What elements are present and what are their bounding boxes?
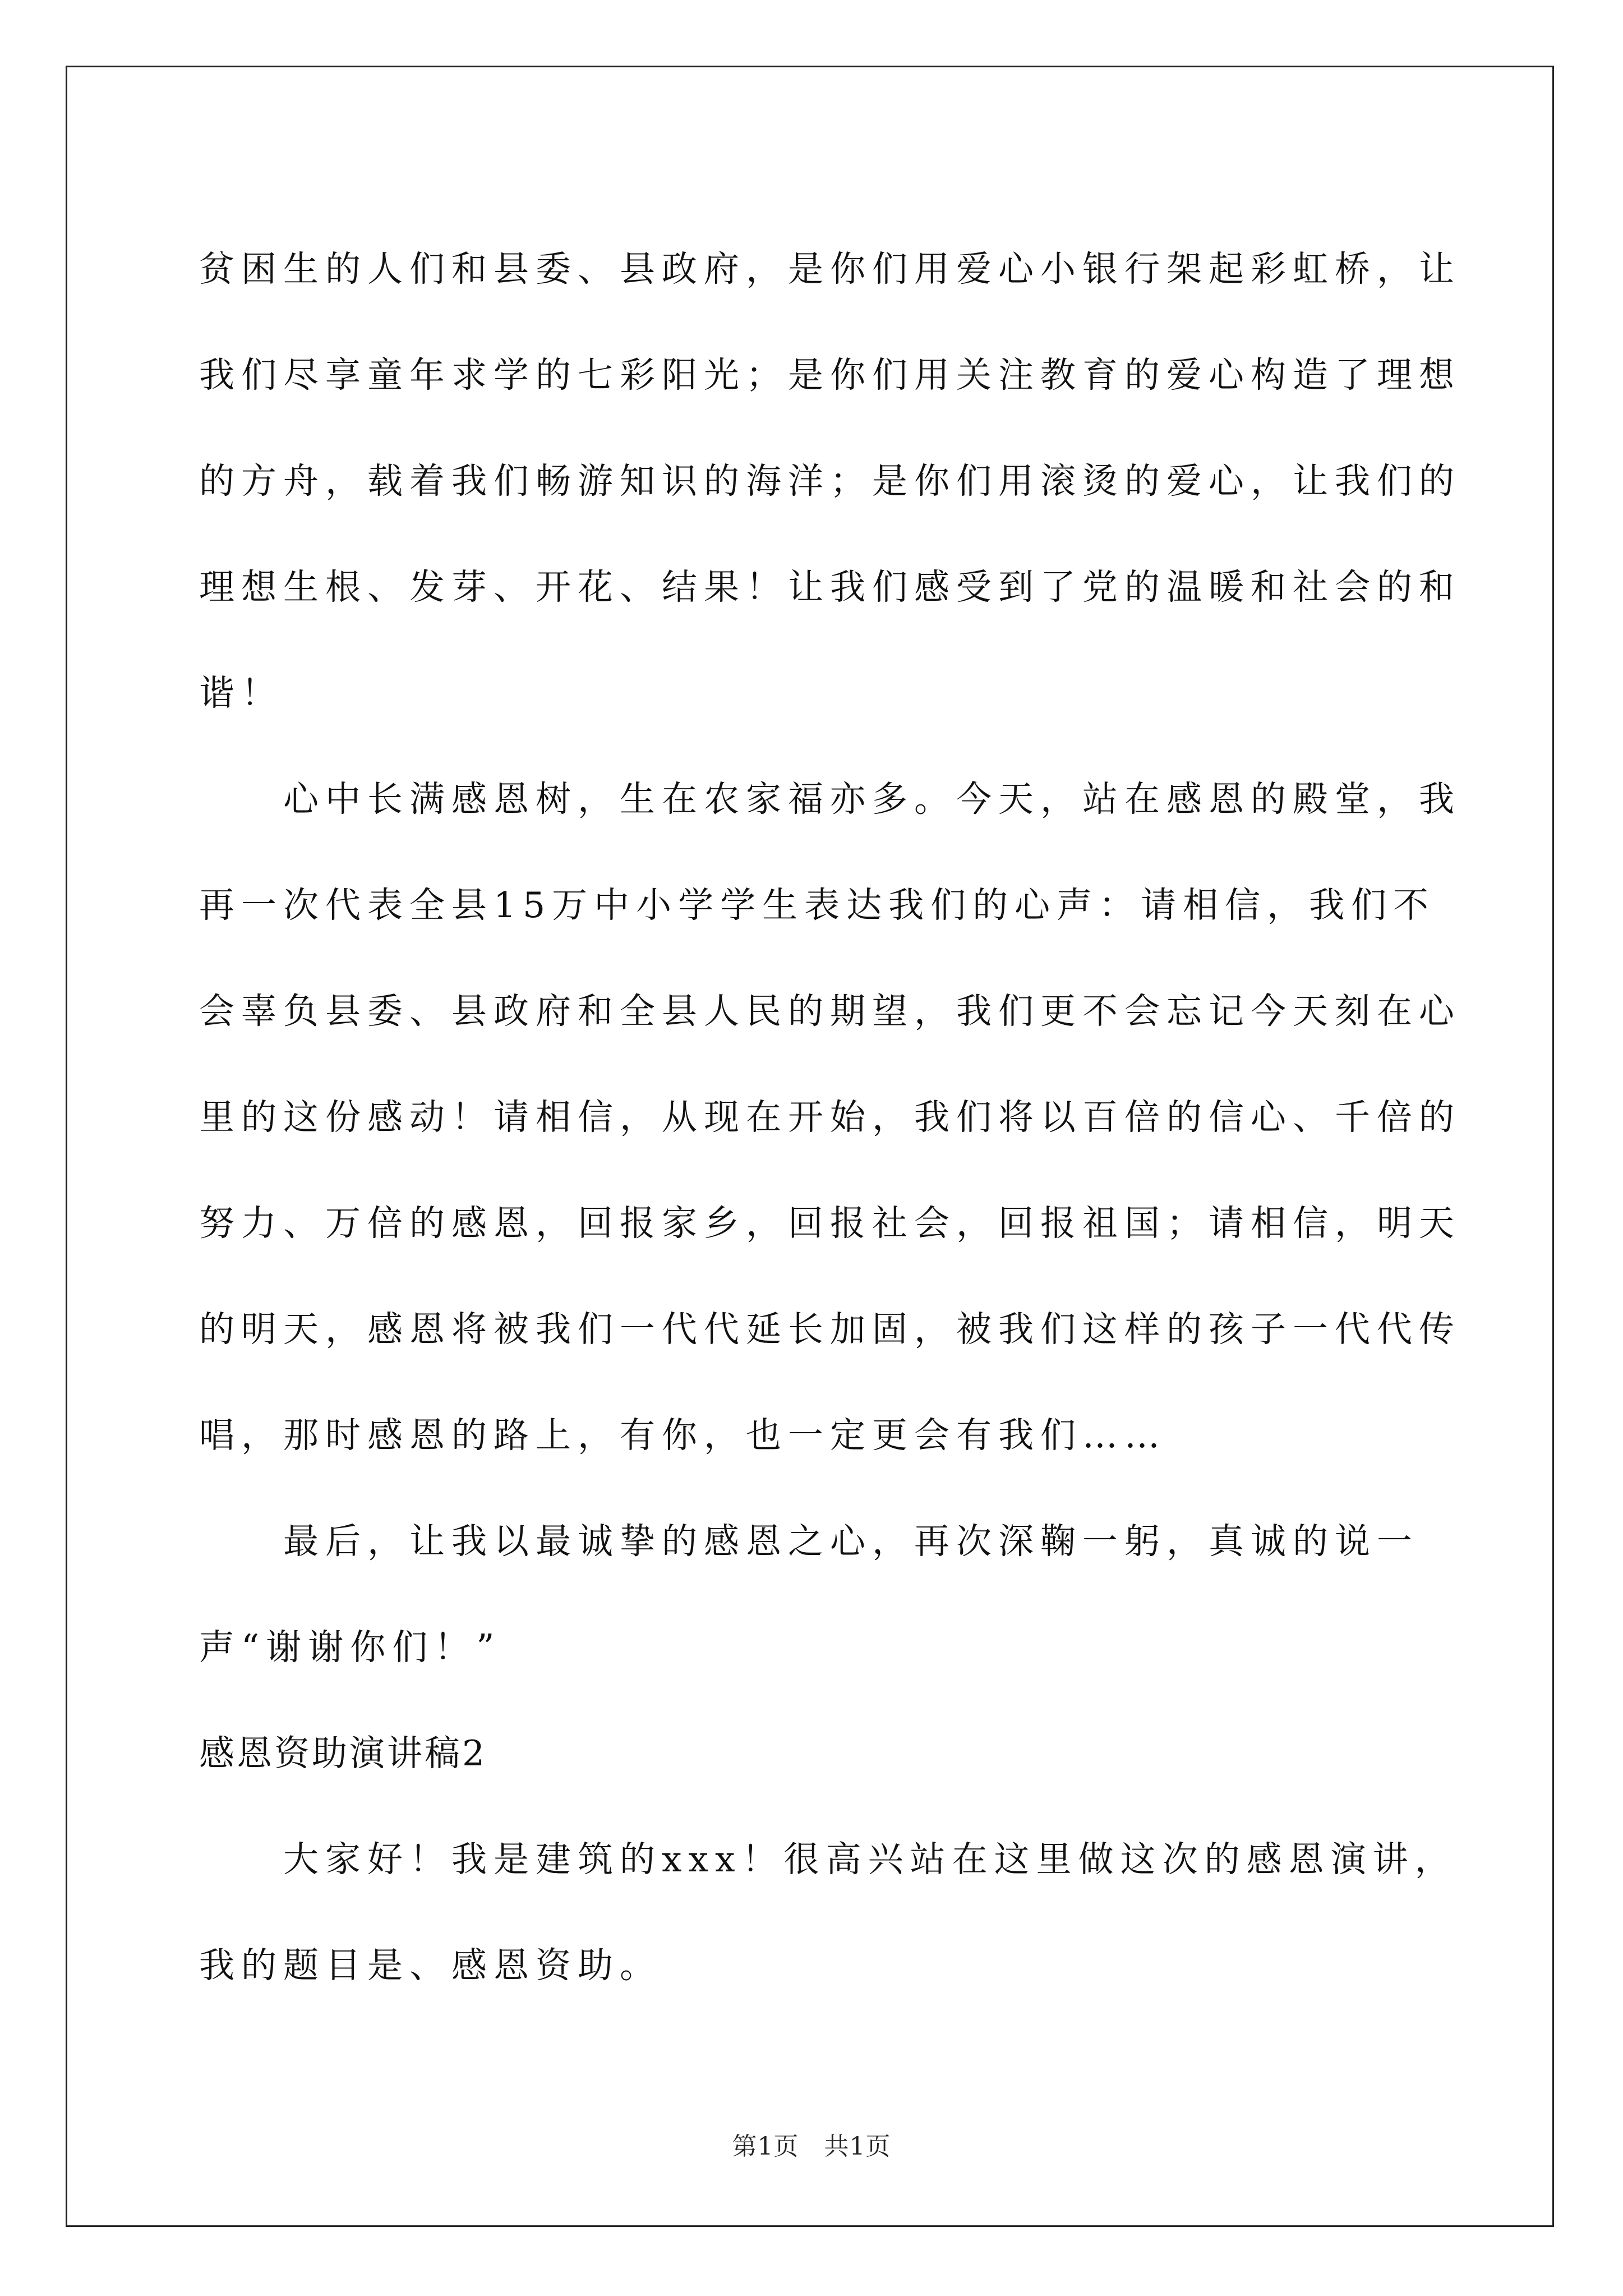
document-body bbox=[199, 216, 1472, 2018]
section-title: 感恩资助演讲稿2 bbox=[199, 1733, 487, 1774]
paragraph-1: 贫困生的人们和县委、县政府，是你们用爱心小银行架起彩虹桥，让我们尽享童年求学的七彩阳光；是你们用关注教育的爱心构造了理想的方舟，载着我们畅游知识的海洋；是你们用滚烫的爱心，让我们的理想生根、发芽、开花、结果！让我们感受到了党的温暖和社会的和谐！ bbox=[199, 249, 1461, 714]
paragraph-4: 大家好！我是建筑的xxx！很高兴站在这里做这次的感恩演讲，我的题目是、感恩资助。 bbox=[199, 1839, 1457, 1986]
page-number-footer: 第1页 共1页 bbox=[732, 2132, 891, 2161]
paragraph-2: 心中长满感恩树，生在农家福亦多。今天，站在感恩的殿堂，我再一次代表全县15万中小学学生表达我们的心声：请相信，我们不会辜负县委、县政府和全县人民的期望，我们更不会忘记今天刻在心里的这份感动！请相信，从现在开始，我们将以百倍的信心、千倍的努力、万倍的感恩，回报家乡，回报社会，回报祖国；请相信，明天的明天，感恩将被我们一代代延长加固，被我们这样的孩子一代代传唱，那时感恩的路上，有你，也一定更会有我们…… bbox=[199, 779, 1461, 1456]
paragraph-3: 最后，让我以最诚挚的感恩之心，再次深鞠一躬，真诚的说一声“谢谢你们！” bbox=[199, 1521, 1419, 1668]
